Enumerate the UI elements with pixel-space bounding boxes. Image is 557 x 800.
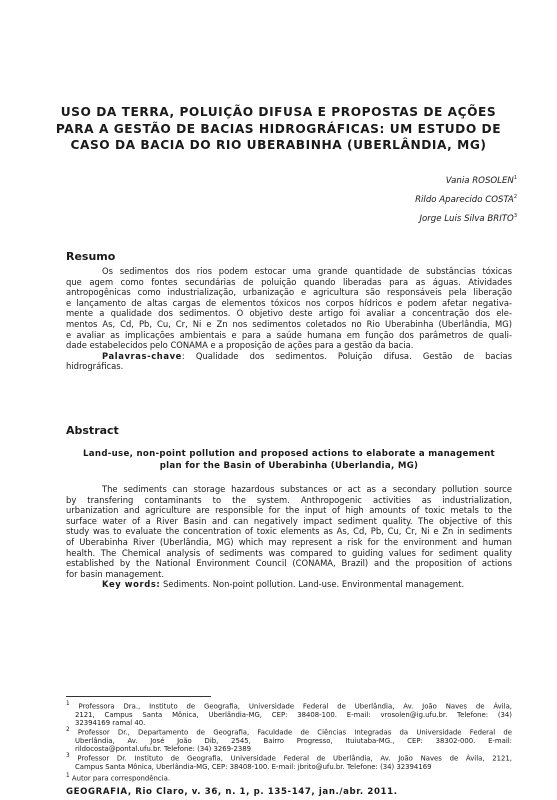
journal-citation: GEOGRAFIA, Rio Claro, v. 36, n. 1, p. 135-147, jan./abr. 2011.	[66, 787, 398, 797]
abstract-line: health. The Chemical analysis of sediments was compared to guiding values for sediment quality	[66, 547, 512, 558]
footnote-line: Campus Santa Mônica, Uberlândia-MG, CEP: 38408-100. E-mail: jbrito@ufu.br. Telefone: (34) 32394169	[75, 762, 432, 771]
title-line: CASO DA BACIA DO RIO UBERABINHA (UBERLÂNDIA, MG)	[70, 138, 487, 152]
keywords-text: hidrográficas.	[66, 361, 124, 372]
author	[415, 189, 517, 208]
resumo-line: e avaliar as implicações ambientais e para a saúde humana em função dos parâmetros de quali-	[66, 329, 512, 340]
resumo-line: que agem como fontes secundárias de poluição quando liberadas para as águas. Atividades	[66, 276, 512, 287]
title-line: PARA A GESTÃO DE BACIAS HIDROGRÁFICAS: UM ESTUDO DE	[55, 121, 502, 136]
footnote-4	[66, 772, 512, 783]
resumo-keywords	[66, 351, 512, 362]
resumo-heading: Resumo	[66, 250, 116, 263]
abstract-line: of Uberabinha River (Uberlândia, MG) which may represent a risk for the environment and human	[66, 536, 512, 547]
footnote-3	[66, 752, 512, 771]
resumo-line: mente a qualidade dos sedimentos. O objetivo deste artigo foi avaliar a concentração dos ele-	[66, 308, 512, 319]
abstract-line: The sediments can storage hazardous substances or act as a secondary pollution source	[102, 484, 512, 494]
author-mark: 3	[513, 212, 517, 219]
footnote-mark: 2	[66, 727, 70, 733]
abstract-line: urbanization and agriculture are responsible for the input of high amounts of toxic metals to the	[66, 505, 512, 516]
abstract-line: by transfering contaminants to the system. Anthropogenic activities as industrialization,	[66, 494, 512, 505]
author	[415, 170, 517, 189]
abstract-line: established by the National Environment Council (CONAMA, Brazil) and the proposition of actions	[66, 558, 512, 569]
keywords-label: Key words:	[102, 579, 161, 590]
footnote-text: Professora Dra., Instituto de Geografia, Universidade Federal de Uberlândia, Av. João Naves de Ávila,	[78, 702, 512, 711]
resumo-body	[66, 266, 512, 372]
author-list	[415, 170, 517, 227]
footnote-mark: 1	[66, 701, 70, 707]
footnote-line	[66, 700, 512, 711]
footnote-2	[66, 726, 512, 754]
abstract-heading: Abstract	[66, 424, 119, 437]
abstract-title-line: plan for the Basin of Uberabinha (Uberlandia, MG)	[159, 461, 419, 471]
keywords-text: : Qualidade dos sedimentos. Poluição difusa. Gestão de bacias	[181, 350, 512, 361]
footnote-line	[66, 726, 512, 737]
abstract-line: surface water of a River Basin and can negatively impact sediment quality. The objective of this	[66, 515, 512, 526]
resumo-line: dade estabelecidos pelo CONAMA e a proposição de ações para a gestão da bacia.	[66, 340, 414, 351]
resumo-line: mentos As, Cd, Pb, Cu, Cr, Ni e Zn nos sedimentos coletados no Rio Uberabinha (Uberlândia, MG)	[66, 318, 512, 329]
title-line: USO DA TERRA, POLUIÇÃO DIFUSA E PROPOSTAS DE AÇÕES	[60, 105, 497, 119]
footnote-text: Autor para correspondência.	[69, 774, 171, 783]
author	[415, 208, 517, 227]
footnote-text: Professor Dr., Departamento de Geografia, Faculdade de Ciências Integradas da Universidade Federal de	[77, 728, 512, 737]
footnote-line: 32394169 ramal 40.	[75, 719, 146, 728]
footnote-line: rildocosta@pontal.ufu.br. Telefone: (34) 3269-2389	[75, 745, 252, 754]
abstract-keywords	[66, 579, 512, 590]
article-title	[40, 104, 517, 154]
author-name: Vania ROSOLEN	[445, 175, 514, 186]
author-name: Rildo Aparecido COSTA	[415, 194, 514, 205]
keywords-text: Sediments. Non-point pollution. Land-use. Environmental management.	[160, 579, 465, 590]
footnote-line: Uberlândia, Av. José João Dib, 2545, Bairro Progresso, Ituiutaba-MG., CEP: 38302-000. E-mail:	[75, 736, 512, 745]
footnote-line	[66, 752, 512, 763]
footnote-mark: 1	[66, 773, 70, 779]
footnote-line: 2121, Campus Santa Mônica, Uberlândia-MG, CEP: 38408-100. E-mail: vrosolen@ig.ufu.br. Telefone: (34)	[75, 710, 512, 719]
abstract-title-line: Land-use, non-point pollution and proposed actions to elaborate a management	[83, 449, 495, 459]
keywords-label: Palavras-chave	[102, 350, 182, 361]
abstract-line: study was to evaluate the concentration of toxic elements as As, Cd, Pb, Cu, Cr, Ni e Zn in sediments	[66, 526, 512, 537]
author-mark: 2	[513, 193, 517, 200]
abstract-title	[66, 448, 512, 472]
footnote-mark: 3	[66, 753, 70, 759]
footnote-line	[66, 772, 512, 783]
resumo-line: e lançamento de altas cargas de elementos tóxicos nos corpos hídricos e podem afetar negativa-	[66, 297, 512, 308]
author-mark: 1	[513, 175, 517, 181]
author-name: Jorge Luis Silva BRITO	[419, 213, 514, 224]
abstract-body	[66, 484, 512, 590]
resumo-line: antropogênicas como industrialização, urbanização e agricultura são responsáveis pela liberação	[66, 287, 512, 298]
resumo-line: Os sedimentos dos rios podem estocar uma grande quantidade de substâncias tóxicas	[102, 266, 512, 276]
abstract-line: for basin management.	[66, 568, 165, 579]
footnote-1	[66, 700, 512, 728]
footnote-divider	[66, 696, 211, 697]
footnote-text: Professor Dr. Instituto de Geografia, Universidade Federal de Uberlândia, Av. João Naves de Ávila, 2121,	[69, 754, 512, 763]
